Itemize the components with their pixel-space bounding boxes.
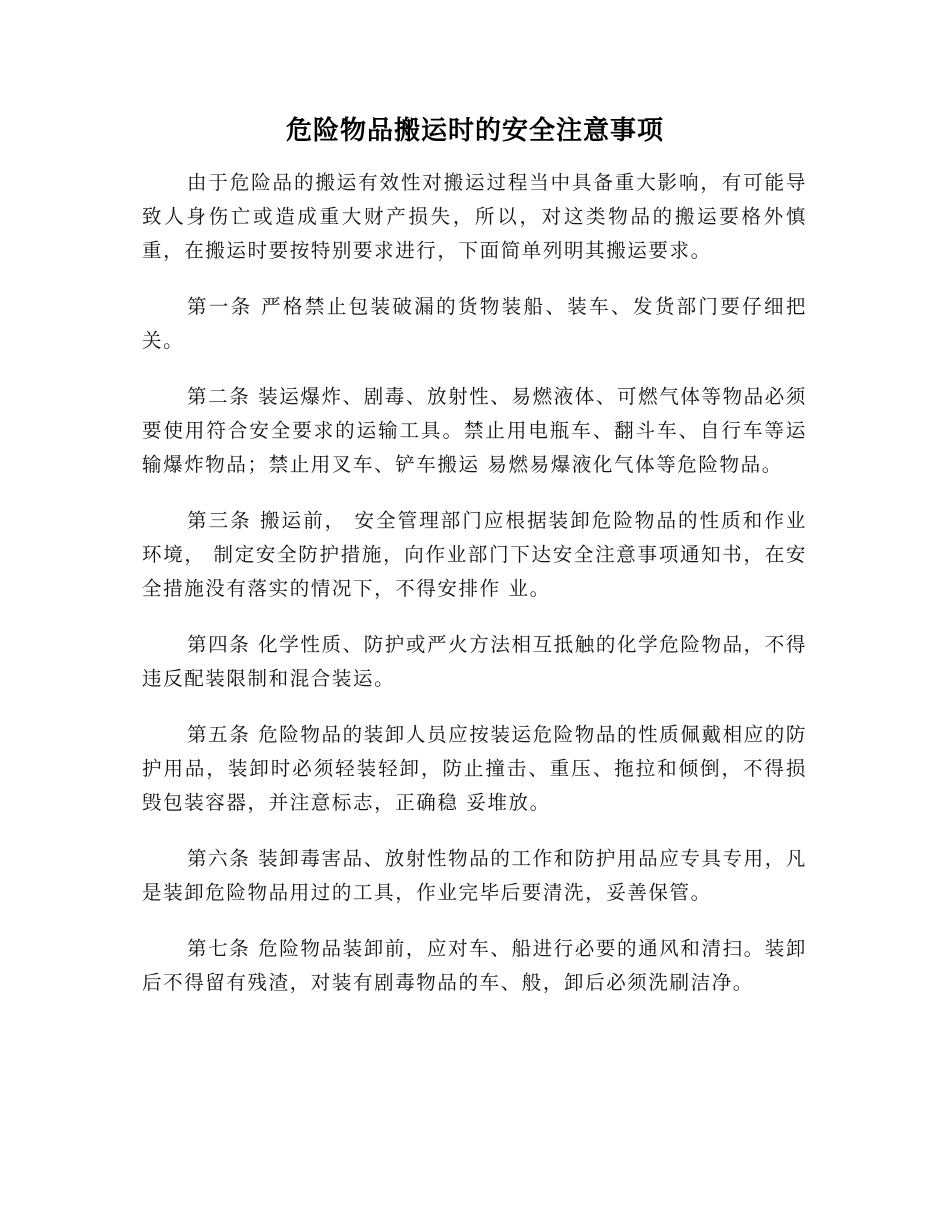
- article-5-paragraph: 第五条 危险物品的装卸人员应按装运危险物品的性质佩戴相应的防护用品，装卸时必须轻装轻卸，防止撞击、重压、拖拉和倾倒，不得损毁包装容器，并注意标志，正确稳 妥堆放。: [142, 723, 807, 814]
- article-1-paragraph: 第一条 严格禁止包装破漏的货物装船、装车、发货部门要仔细把关。: [142, 295, 807, 352]
- intro-paragraph: 由于危险品的搬运有效性对搬运过程当中具备重大影响，有可能导致人身伤亡或造成重大财产损失，所以，对这类物品的搬运要格外慎重，在搬运时要按特别要求进行，下面简单列明其搬运要求。: [142, 171, 807, 262]
- article-3-paragraph: 第三条 搬运前， 安全管理部门应根据装卸危险物品的性质和作业环境， 制定安全防护措施，向作业部门下达安全注意事项通知书，在安全措施没有落实的情况下，不得安排作 业。: [142, 509, 807, 600]
- page-title: 危险物品搬运时的安全注意事项: [285, 116, 664, 146]
- article-2-paragraph: 第二条 装运爆炸、剧毒、放射性、易燃液体、可燃气体等物品必须要使用符合安全要求的运输工具。禁止用电瓶车、翻斗车、自行车等运输爆炸物品；禁止用叉车、铲车搬运 易燃易爆液化气体等危险物品。: [142, 385, 807, 476]
- document-body: [142, 166, 807, 1022]
- article-7-paragraph: 第七条 危险物品装卸前，应对车、船进行必要的通风和清扫。装卸后不得留有残渣，对装有剧毒物品的车、般，卸后必须洗刷洁净。: [142, 937, 807, 994]
- article-4-paragraph: 第四条 化学性质、防护或严火方法相互抵触的化学危险物品，不得违反配装限制和混合装运。: [142, 633, 807, 690]
- article-6-paragraph: 第六条 装卸毒害品、放射性物品的工作和防护用品应专具专用，凡是装卸危险物品用过的工具，作业完毕后要清洗，妥善保管。: [142, 847, 807, 904]
